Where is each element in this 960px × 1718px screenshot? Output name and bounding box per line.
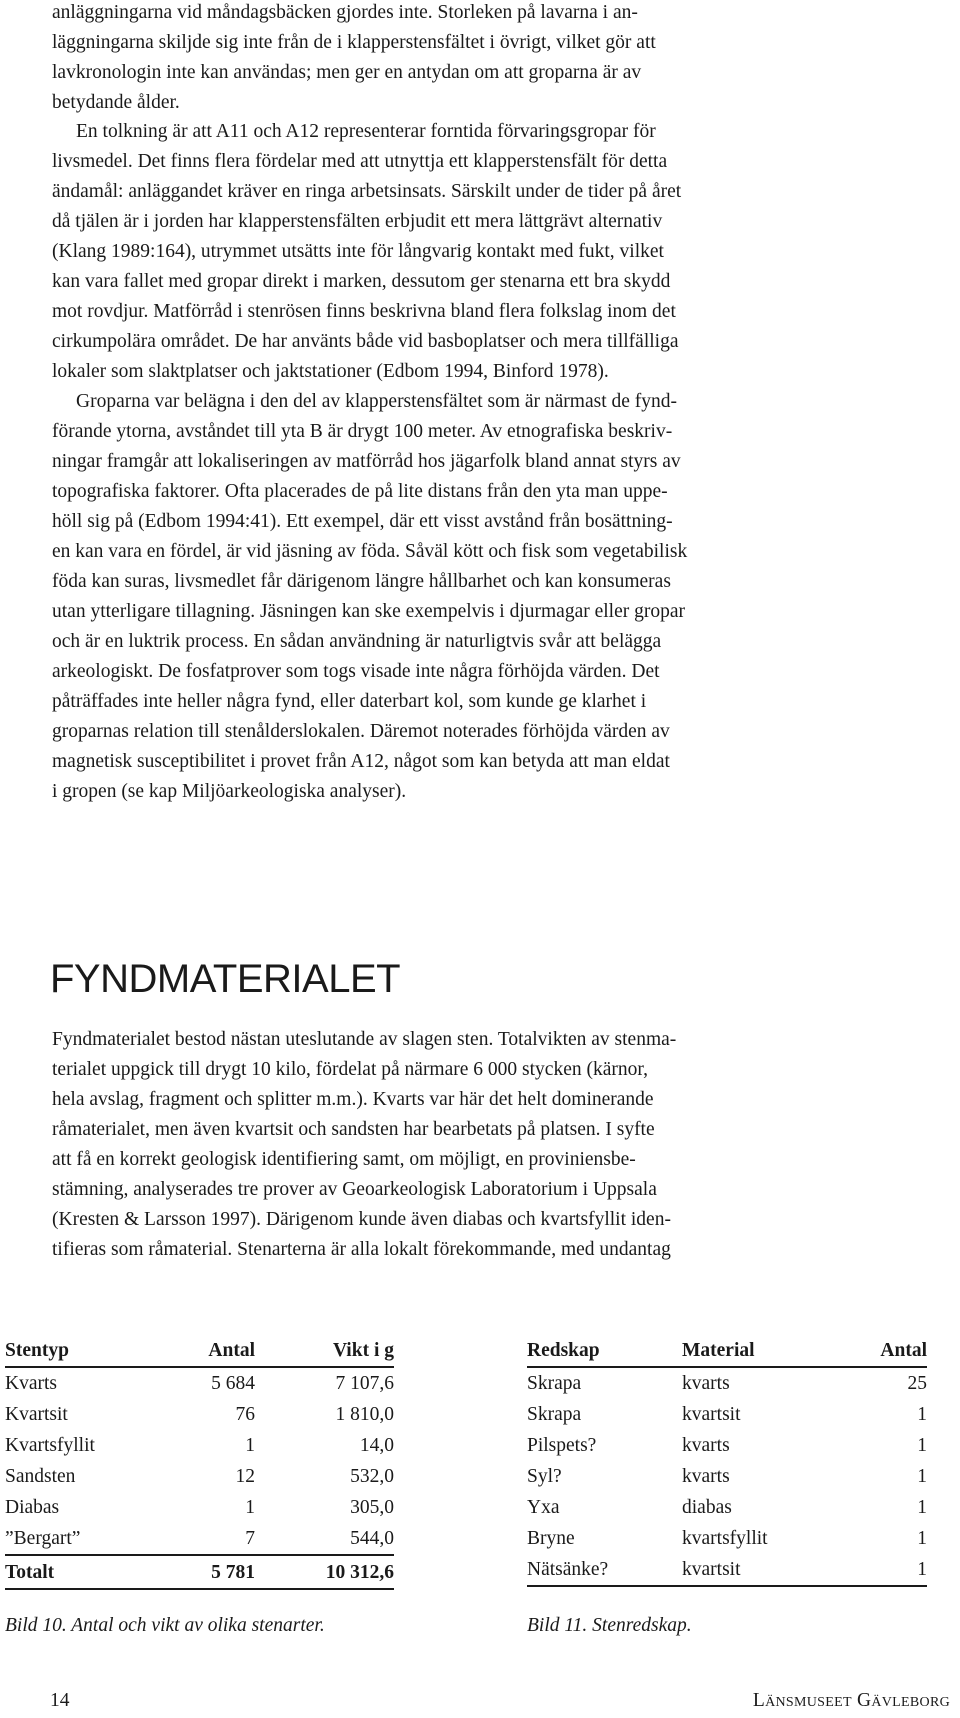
- table-cell: 25: [907, 1373, 927, 1394]
- table-row: [5, 1367, 394, 1399]
- text-line: En tolkning är att A11 och A12 representerar forntida förvaringsgropar för: [76, 121, 656, 142]
- text-line: i gropen (se kap Miljöarkeologiska analyser).: [52, 781, 407, 802]
- table-cell: 1: [917, 1528, 927, 1549]
- column-header: Antal: [832, 1335, 927, 1367]
- text-line: terialet uppgick till drygt 10 kilo, fördelat på närmare 6 000 stycken (kärnor,: [52, 1059, 648, 1080]
- text-line: arkeologiskt. De fosfatprover som togs visade inte några förhöjda värden. Det: [52, 661, 660, 682]
- text-line: förande ytorna, avståndet till yta B är drygt 100 meter. Av etnografiska beskriv-: [52, 421, 673, 442]
- text-line: stämning, analyserades tre prover av Geoarkeologisk Laboratorium i Uppsala: [52, 1179, 657, 1200]
- table-cell: Totalt: [5, 1555, 175, 1589]
- table-cell: Sandsten: [5, 1466, 76, 1487]
- column-header: Redskap: [527, 1335, 682, 1367]
- table-row: [527, 1367, 927, 1399]
- table-cell: Kvarts: [5, 1373, 57, 1394]
- table-cell: Skrapa: [527, 1373, 582, 1394]
- table-row: [527, 1430, 927, 1461]
- section-heading: FYNDMATERIALET: [50, 957, 401, 1001]
- publisher-name: Länsmuseet Gävleborg: [752, 1690, 950, 1711]
- table-cell: kvarts: [682, 1373, 730, 1394]
- table-cell: Syl?: [527, 1466, 562, 1487]
- table-cell: 5 781: [175, 1555, 255, 1589]
- table-cell: Skrapa: [527, 1404, 582, 1425]
- text-line: Fyndmaterialet bestod nästan uteslutande av slagen sten. Totalvikten av stenma-: [52, 1029, 677, 1050]
- text-line: lokaler som slaktplatser och jaktstationer (Edbom 1994, Binford 1978).: [52, 361, 609, 382]
- table-cell: 1: [917, 1466, 927, 1487]
- table-cell: ”Bergart”: [5, 1528, 81, 1549]
- table-cell: kvartsit: [682, 1554, 832, 1586]
- text-line: hela avslag, fragment och splitter m.m.). Kvarts var här det helt dominerande: [52, 1089, 654, 1110]
- table-row: [5, 1430, 394, 1461]
- text-line: råmaterialet, men även kvartsit och sandsten har bearbetats på platsen. I syfte: [52, 1119, 655, 1140]
- table-cell: kvarts: [682, 1466, 730, 1487]
- tool-table: [527, 1335, 927, 1587]
- text-line: en kan vara en fördel, är vid jäsning av föda. Såväl kött och fisk som vegetabilisk: [52, 541, 688, 562]
- table-cell: 76: [235, 1404, 255, 1425]
- text-line: magnetisk susceptibilitet i provet från A12, något som kan betyda att man eldat: [52, 751, 670, 772]
- table-cell: diabas: [682, 1497, 732, 1518]
- column-header: Antal: [175, 1335, 255, 1367]
- text-line: då tjälen är i jorden har klapperstensfälten erbjudit ett mera lättgrävt alternativ: [52, 211, 663, 232]
- text-line: anläggningarna vid måndagsbäcken gjordes inte. Storleken på lavarna i an-: [52, 2, 638, 23]
- table-cell: 1: [917, 1497, 927, 1518]
- text-line: ningar framgår att lokaliseringen av matförråd hos jägarfolk bland annat styrs av: [52, 451, 681, 472]
- figure-caption: Bild 10. Antal och vikt av olika stenarter.: [5, 1615, 325, 1636]
- text-line: livsmedel. Det finns flera fördelar med att utnyttja ett klapperstensfält för detta: [52, 151, 668, 172]
- text-line: att få en korrekt geologisk identifiering samt, om möjligt, en proviniensbe-: [52, 1149, 636, 1170]
- column-header: Stentyp: [5, 1335, 175, 1367]
- table-cell: kvartsit: [682, 1404, 741, 1425]
- text-line: lavkronologin inte kan användas; men ger en antydan om att groparna är av: [52, 62, 642, 83]
- table-row: [527, 1523, 927, 1554]
- stone-type-table: [5, 1335, 394, 1590]
- table-cell: 5 684: [211, 1373, 255, 1394]
- text-line: påträffades inte heller några fynd, eller daterbart kol, som kunde ge klarhet i: [52, 691, 647, 712]
- text-line: mot rovdjur. Matförråd i stenrösen finns beskrivna bland flera folkslag inom det: [52, 301, 676, 322]
- table-row: [5, 1461, 394, 1492]
- table-row: [527, 1399, 927, 1430]
- text-line: groparnas relation till stenålderslokalen. Däremot noterades förhöjda värden av: [52, 721, 670, 742]
- table-cell: kvarts: [682, 1435, 730, 1456]
- table-cell: Kvartsfyllit: [5, 1435, 95, 1456]
- table-cell: 14,0: [359, 1435, 394, 1456]
- table-row: [5, 1492, 394, 1523]
- text-line: tifieras som råmaterial. Stenarterna är alla lokalt förekommande, med undantag: [52, 1239, 671, 1260]
- table-cell: 10 312,6: [255, 1555, 394, 1589]
- text-line: Groparna var belägna i den del av klapperstensfältet som är närmast de fynd-: [76, 391, 678, 412]
- table-cell: 1: [917, 1435, 927, 1456]
- table-cell: 12: [235, 1466, 255, 1487]
- table-cell: 1: [832, 1554, 927, 1586]
- text-line: betydande ålder.: [52, 92, 180, 113]
- table-cell: Pilspets?: [527, 1435, 597, 1456]
- table-cell: kvartsfyllit: [682, 1528, 768, 1549]
- text-line: (Klang 1989:164), utrymmet utsätts inte för långvarig kontakt med fukt, vilket: [52, 241, 664, 262]
- column-header: Material: [682, 1335, 832, 1367]
- text-line: topografiska faktorer. Ofta placerades de på lite distans från den yta man uppe-: [52, 481, 668, 502]
- table-cell: 1 810,0: [335, 1404, 394, 1425]
- text-line: och är en luktrik process. En sådan användning är naturligtvis svår att belägga: [52, 631, 662, 652]
- table-cell: 305,0: [350, 1497, 394, 1518]
- table-header-row: [5, 1335, 394, 1367]
- table-cell: 1: [245, 1497, 255, 1518]
- table-header-row: [527, 1335, 927, 1367]
- table-total-row: [5, 1555, 394, 1589]
- table-cell: Kvartsit: [5, 1404, 68, 1425]
- text-line: cirkumpolära området. De har använts både vid basboplatser och mera tillfälliga: [52, 331, 679, 352]
- table-cell: 7 107,6: [335, 1373, 394, 1394]
- text-line: (Kresten & Larsson 1997). Därigenom kunde även diabas och kvartsfyllit iden-: [52, 1209, 671, 1230]
- column-header: Vikt i g: [255, 1335, 394, 1367]
- page-number: 14: [50, 1690, 70, 1711]
- table-cell: Nätsänke?: [527, 1554, 682, 1586]
- table-cell: 532,0: [350, 1466, 394, 1487]
- table-row: [527, 1492, 927, 1523]
- table-row: [5, 1399, 394, 1430]
- text-line: läggningarna skiljde sig inte från de i klapperstensfältet i övrigt, vilket gör att: [52, 32, 656, 53]
- table-row: [527, 1461, 927, 1492]
- table-cell: Bryne: [527, 1528, 575, 1549]
- text-line: höll sig på (Edbom 1994:41). Ett exempel, där ett visst avstånd från bosättning-: [52, 511, 673, 532]
- figure-caption: Bild 11. Stenredskap.: [527, 1615, 692, 1636]
- table-cell: 7: [245, 1528, 255, 1549]
- table-row: [5, 1523, 394, 1555]
- table-cell: 1: [245, 1435, 255, 1456]
- text-line: kan vara fallet med gropar direkt i marken, dessutom ger stenarna ett bra skydd: [52, 271, 671, 292]
- text-line: utan ytterligare tillagning. Jäsningen kan ske exempelvis i djurmagar eller gropar: [52, 601, 686, 622]
- table-cell: 544,0: [350, 1528, 394, 1549]
- table-cell: Yxa: [527, 1497, 560, 1518]
- table-row: [527, 1554, 927, 1586]
- text-line: ändamål: anläggandet kräver en ringa arbetsinsats. Särskilt under de tider på året: [52, 181, 682, 202]
- table-cell: 1: [917, 1404, 927, 1425]
- text-line: föda kan suras, livsmedlet får därigenom längre hållbarhet och kan konsumeras: [52, 571, 671, 592]
- table-cell: Diabas: [5, 1497, 60, 1518]
